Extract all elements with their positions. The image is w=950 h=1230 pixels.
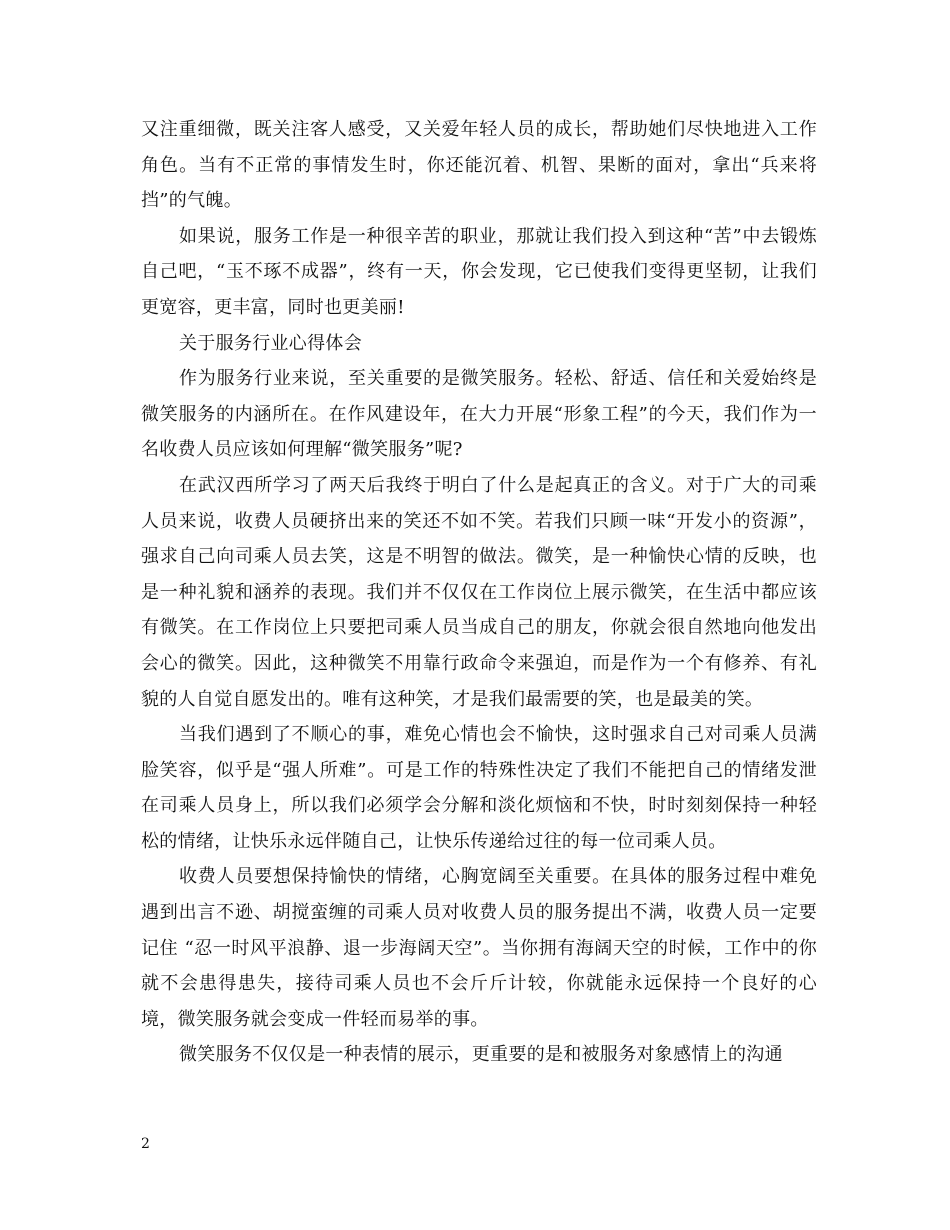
paragraph-wuhan-study: 在武汉西所学习了两天后我终于明白了什么是起真正的含义。对于广大的司乘人员来说，收费人员硬挤出来的笑还不如不笑。若我们只顾一味“开发小的资源”，强求自己向司乘人员去笑，这是不明智的做法。微笑，是一种愉快心情的反映，也是一种礼貌和涵养的表现。我们并不仅仅在工作岗位上展示微笑，在生活中都应该有微笑。在工作岗位上只要把司乘人员当成自己的朋友，你就会很自然地向他发出会心的微笑。因此，这种微笑不用靠行政命令来强迫，而是作为一个有修养、有礼貌的人自觉自愿发出的。唯有这种笑，才是我们最需要的笑，也是最美的笑。 (141, 474, 817, 710)
paragraph-smile-service-intro: 作为服务行业来说，至关重要的是微笑服务。轻松、舒适、信任和关爱始终是微笑服务的内涵所在。在作风建设年，在大力开展“形象工程”的今天，我们作为一名收费人员应该如何理解“微笑服务”呢? (141, 368, 817, 461)
paragraph-service-hardship: 如果说，服务工作是一种很辛苦的职业，那就让我们投入到这种“苦”中去锻炼自己吧，“玉不琢不成器”，终有一天，你会发现，它已使我们变得更坚韧，让我们更宽容，更丰富，同时也更美丽! (141, 225, 817, 318)
paragraph-emotional-communication: 微笑服务不仅仅是一种表情的展示，更重要的是和被服务对象感情上的沟通 (179, 1044, 783, 1066)
paragraph-open-mind: 收费人员要想保持愉快的情绪，心胸宽阔至关重要。在具体的服务过程中难免遇到出言不逊、胡搅蛮缠的司乘人员对收费人员的服务提出不满，收费人员一定要记住 “忍一时风平浪静、退一步海阔天空”。当你拥有海阔天空的时候，工作中的你就不会患得患失，接待司乘人员也不会斤斤计较，你就能永远保持一个良好的心境，微笑服务就会变成一件轻而易举的事。 (141, 866, 817, 1030)
paragraph-continuation: 又注重细微，既关注客人感受，又关爱年轻人员的成长，帮助她们尽快地进入工作角色。当有不正常的事情发生时，你还能沉着、机智、果断的面对，拿出“兵来将挡”的气魄。 (141, 119, 817, 212)
document-body (141, 112, 817, 1073)
page-number: 2 (141, 1136, 150, 1152)
section-heading: 关于服务行业心得体会 (179, 332, 362, 354)
paragraph-bad-mood: 当我们遇到了不顺心的事，难免心情也会不愉快，这时强求自己对司乘人员满脸笑容，似乎是“强人所难”。可是工作的特殊性决定了我们不能把自己的情绪发泄在司乘人员身上，所以我们必须学会分解和淡化烦恼和不快，时时刻刻保持一种轻松的情绪，让快乐永远伴随自己，让快乐传递给过往的每一位司乘人员。 (141, 724, 817, 852)
